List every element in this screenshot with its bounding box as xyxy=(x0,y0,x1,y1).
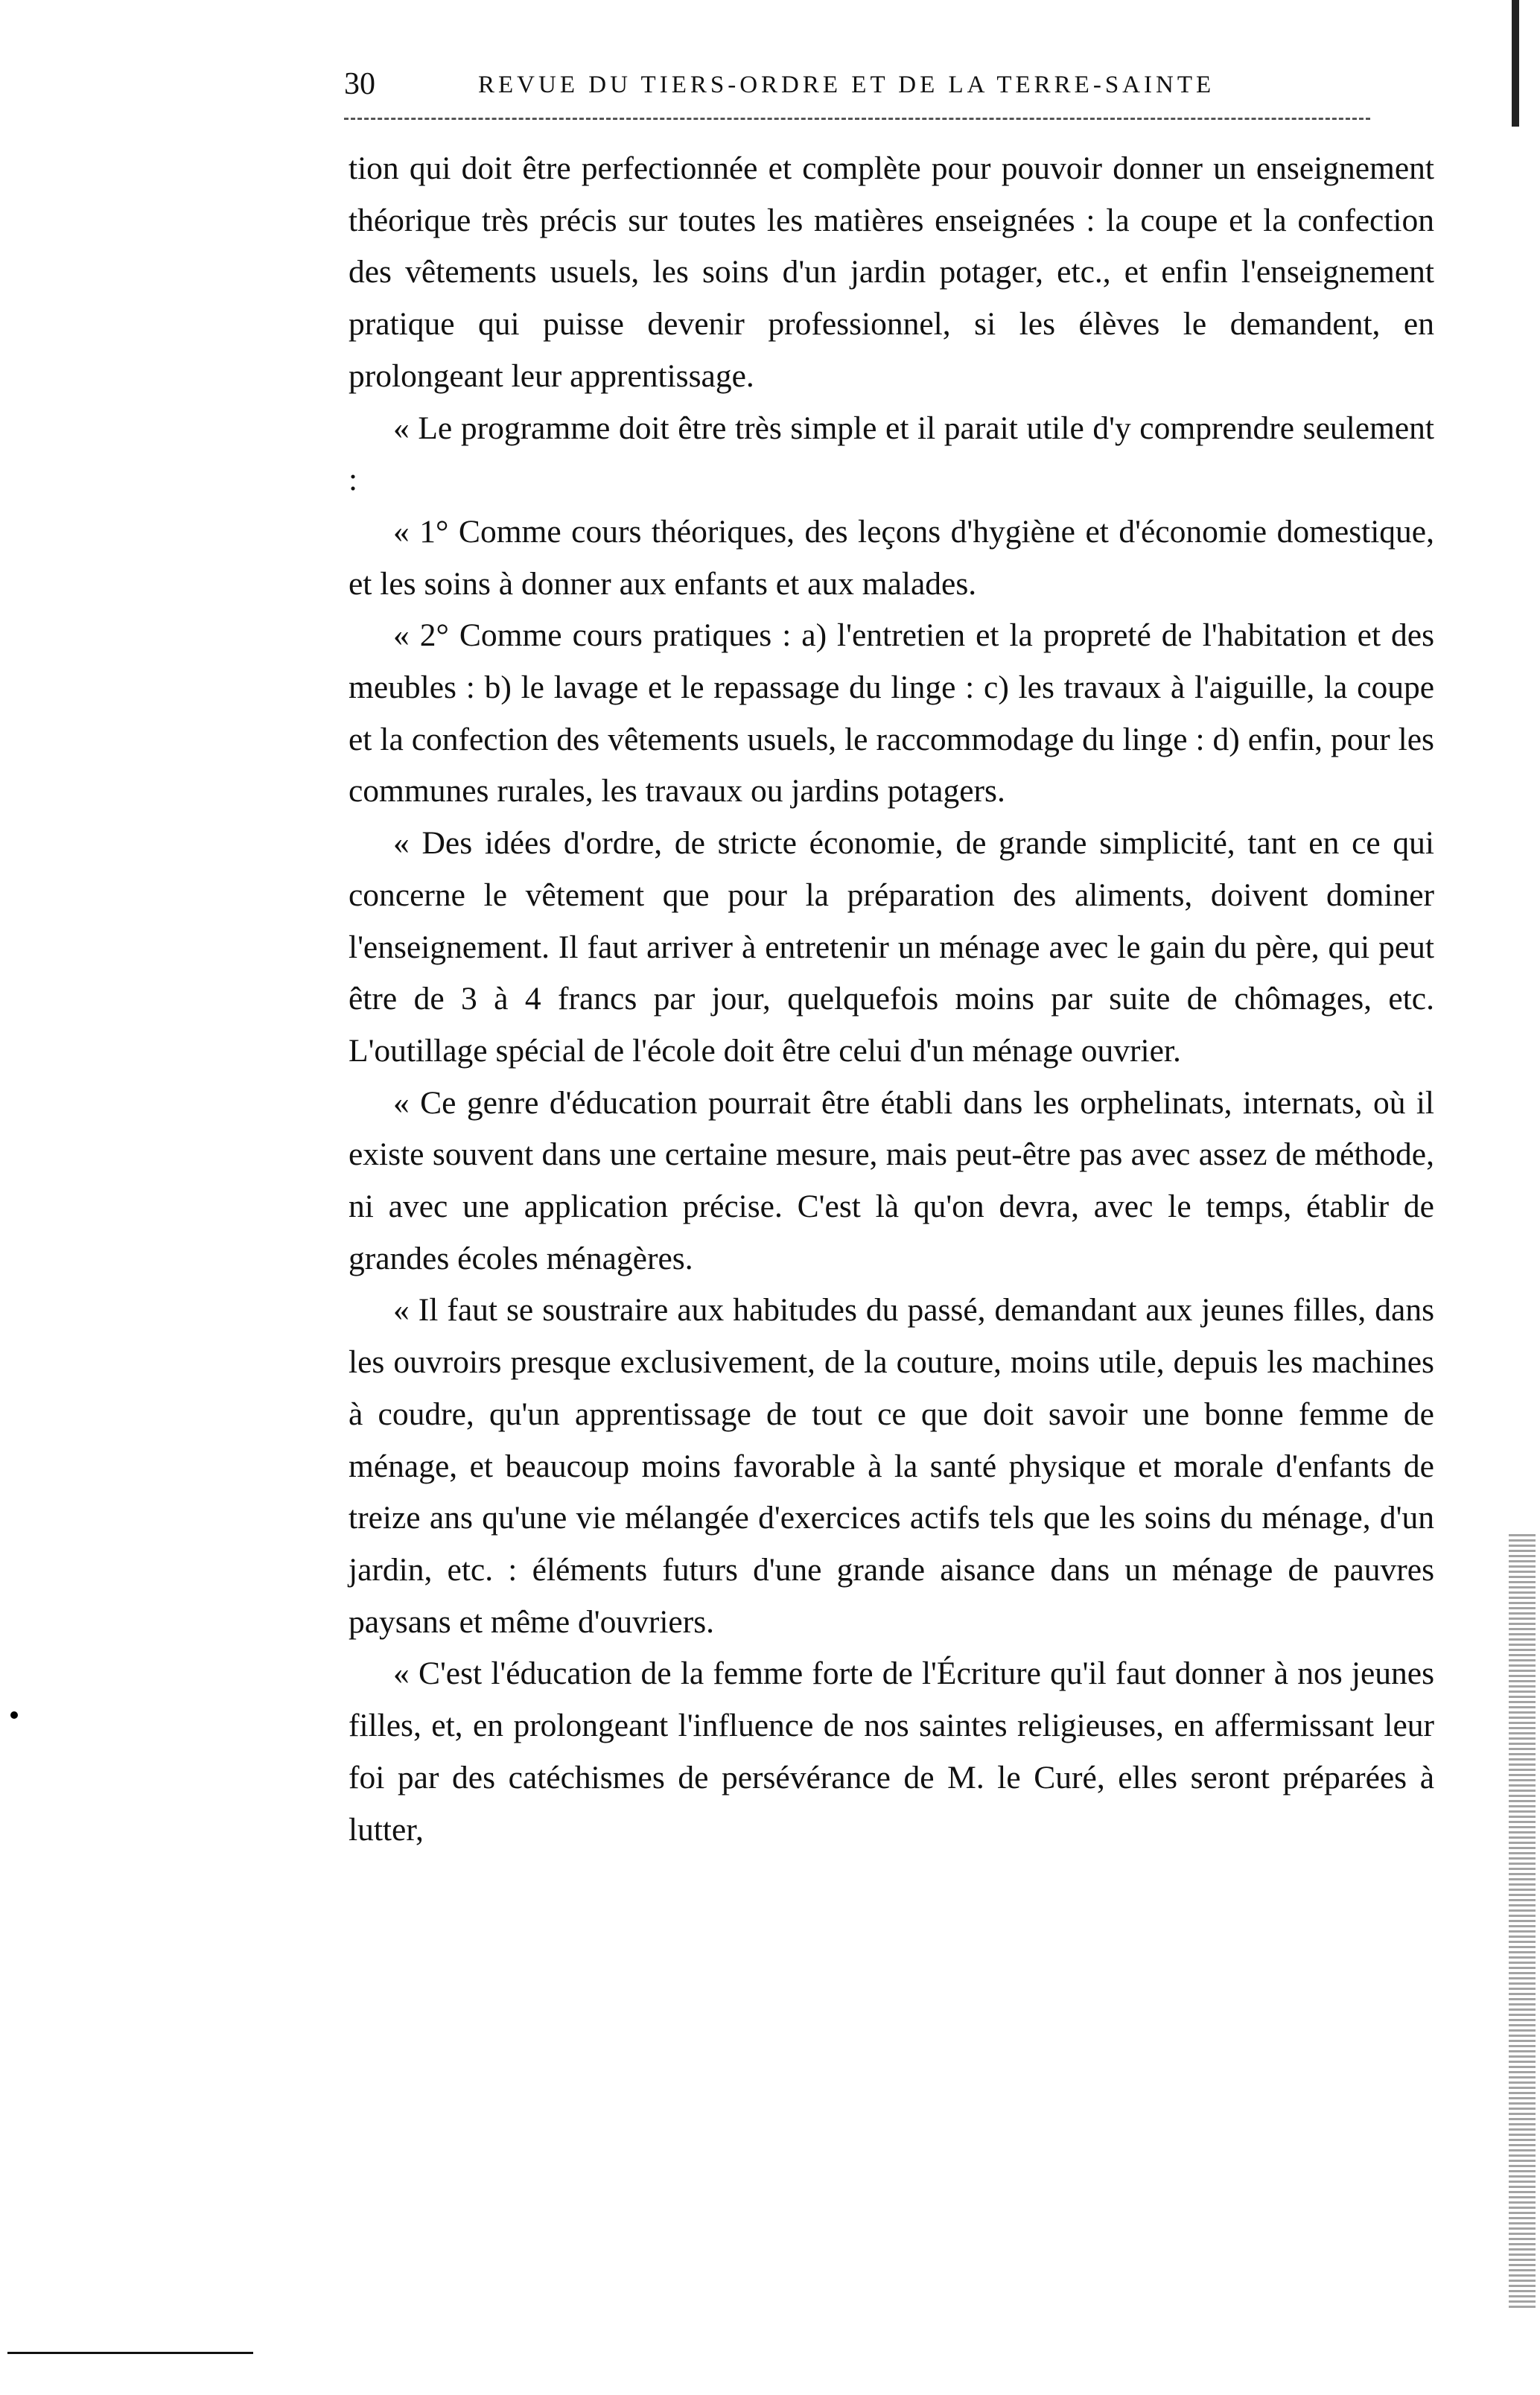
scan-edge-shadow xyxy=(1509,1534,1536,2309)
header-rule xyxy=(344,118,1370,120)
margin-dot xyxy=(10,1711,18,1719)
article-body xyxy=(349,143,1434,1856)
paragraph-continuation: tion qui doit être perfectionnée et complète pour pouvoir donner un enseignement théorique très précis sur toutes les matières enseignées : la coupe et la confection des vêtements usuels, les soins d'un jardin potager, etc., et enfin l'enseignement pratique qui puisse devenir professionnel, si les élèves le demandent, en prolongeant leur apprentissage. xyxy=(349,150,1434,394)
page-number: 30 xyxy=(344,67,375,101)
paragraph-order-economy: « Des idées d'ordre, de stricte économie, de grande simplicité, tant en ce qui concerne le vêtement que pour la préparation des aliments, doivent dominer l'enseignement. Il faut arriver à entretenir un ménage avec le gain du père, qui peut être de 3 à 4 francs par jour, quelquefois moins par suite de chômages, etc. L'outillage spécial de l'école doit être celui d'un ménage ouvrier. xyxy=(349,825,1434,1069)
paragraph-practical-courses: « 2° Comme cours pratiques : a) l'entretien et la propreté de l'habitation et des meubles : b) le lavage et le repassage du linge : c) les travaux à l'aiguille, la coupe et la confection des vêtements usuels, le raccommodage du linge : d) enfin, pour les communes rurales, les travaux ou jardins potagers. xyxy=(349,617,1434,810)
page-header xyxy=(344,66,1312,103)
paragraph-strong-woman: « C'est l'éducation de la femme forte de l'Écriture qu'il faut donner à nos jeunes filles, et, en prolongeant l'influence de nos saintes religieuses, en affermissant leur foi par des catéchismes de persévérance de M. le Curé, elles seront préparées à lutter, xyxy=(349,1655,1434,1848)
paragraph-programme: « Le programme doit être très simple et il parait utile d'y comprendre seulement : xyxy=(349,410,1434,498)
footer-rule xyxy=(7,2352,253,2354)
running-title: REVUE DU TIERS-ORDRE ET DE LA TERRE-SAINTE xyxy=(478,71,1215,98)
scan-edge-mark xyxy=(1512,0,1519,127)
paragraph-orphanages: « Ce genre d'éducation pourrait être établi dans les orphelinats, internats, où il existe souvent dans une certaine mesure, mais peut-être pas avec assez de méthode, ni avec une application précise. C'est là qu'on devra, avec le temps, établir de grandes écoles ménagères. xyxy=(349,1084,1434,1276)
paragraph-theory-courses: « 1° Comme cours théoriques, des leçons d'hygiène et d'économie domestique, et les soins à donner aux enfants et aux malades. xyxy=(349,513,1434,602)
paragraph-habits-of-past: « Il faut se soustraire aux habitudes du passé, demandant aux jeunes filles, dans les ouvroirs presque exclusivement, de la couture, moins utile, depuis les machines à coudre, qu'un apprentissage de tout ce que doit savoir une bonne femme de ménage, et beaucoup moins favorable à la santé physique et morale d'enfants de treize ans qu'une vie mélangée d'exercices actifs tels que les soins du ménage, d'un jardin, etc. : éléments futurs d'une grande aisance dans un ménage de pauvres paysans et même d'ouvriers. xyxy=(349,1292,1434,1640)
